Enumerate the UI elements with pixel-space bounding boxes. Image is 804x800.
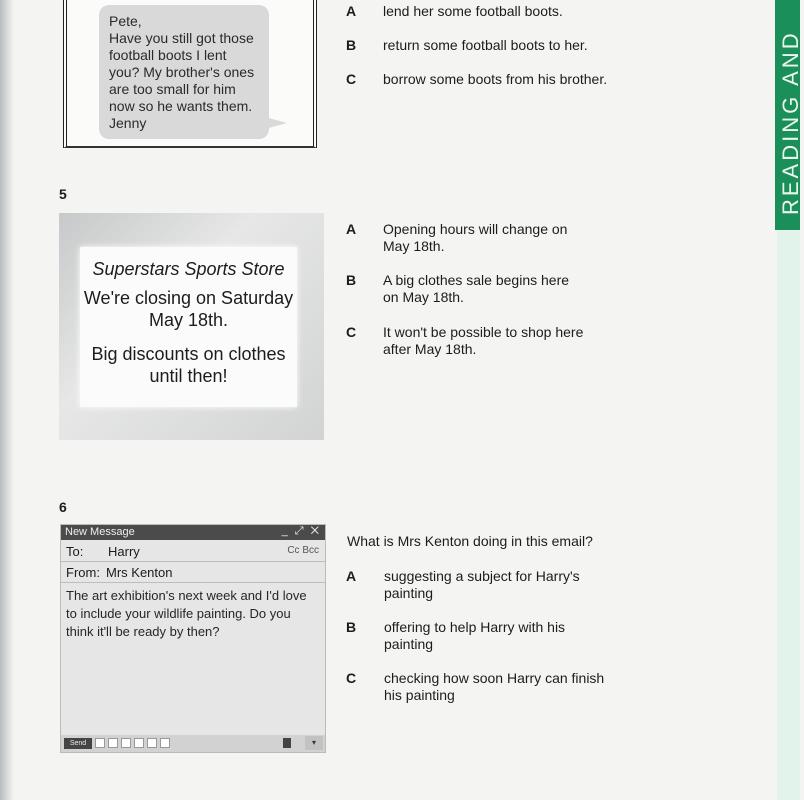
question-number-5: 5 [59,186,67,202]
store-sign-photo [59,213,324,440]
email-to-label: To: [66,544,84,559]
emoji-icon[interactable] [134,738,144,748]
question-number-6: 6 [59,499,67,515]
sign-discount-notice: Big discounts on clothes until then! [91,344,286,386]
message-body: Have you still got those football boots I lent you? My brother's ones are too small for him now so he wants them. [109,30,255,114]
image-icon[interactable] [147,738,157,748]
attach-icon[interactable] [108,738,118,748]
q5-option-c-letter[interactable]: C [346,324,357,340]
q6-option-a-text: suggesting a subject for Harry's painting [384,568,580,601]
section-tab [775,0,803,230]
email-title-bar [61,525,325,540]
q6-option-c-text: checking how soon Harry can finish his painting [384,670,605,703]
sign-store-name: Superstars Sports Store [92,259,285,279]
q5-option-b-text: A big clothes sale begins here on May 18th. [383,272,570,305]
q6-option-c-letter[interactable]: C [346,670,357,686]
email-toolbar [61,735,325,752]
q4-option-b-letter[interactable]: B [346,37,357,53]
q5-option-a-letter[interactable]: A [346,221,357,237]
q6-option-b-text: offering to help Harry with his painting [384,619,566,652]
cc-bcc-link[interactable]: Cc Bcc [287,545,319,556]
q4-option-c-letter[interactable]: C [346,71,357,87]
store-sign [80,247,297,407]
drive-icon[interactable] [160,738,170,748]
trash-icon[interactable] [283,738,291,748]
q4-option-b-text: return some football boots to her. [383,37,588,53]
q5-option-c-text: It won't be possible to shop here after May 18th. [383,324,584,357]
email-window [60,524,326,753]
phone-message-frame [63,0,317,148]
link-icon[interactable] [121,738,131,748]
format-icon[interactable] [95,738,105,748]
page-edge-shadow [0,0,14,800]
q4-option-a-letter[interactable]: A [346,3,357,19]
send-button[interactable]: Send [64,738,92,749]
section-tab-label: READING AND [778,30,803,215]
more-options-icon[interactable]: ▾ [305,736,323,750]
window-controls-icon[interactable]: _ ⤢ ✕ [281,525,321,537]
q6-option-b-letter[interactable]: B [346,619,357,635]
message-signature: Jenny [109,115,147,131]
email-body[interactable]: The art exhibition's next week and I'd love to include your wildlife painting. Do you think it'll be ready by then? [66,588,307,639]
email-to-row [61,541,325,562]
email-from-field[interactable]: Mrs Kenton [106,565,173,580]
q6-question-text: What is Mrs Kenton doing in this email? [347,533,593,549]
email-to-field[interactable]: Harry [108,544,140,559]
sign-closing-notice: We're closing on Saturday May 18th. [83,288,294,330]
q6-option-a-letter[interactable]: A [346,568,357,584]
q4-option-c-text: borrow some boots from his brother. [383,71,608,87]
message-greeting: Pete, [109,13,142,29]
email-from-row [61,562,325,583]
email-from-label: From: [66,565,100,580]
q5-option-b-letter[interactable]: B [346,272,357,288]
email-window-title: New Message [65,526,135,538]
q5-option-a-text: Opening hours will change on May 18th. [383,221,568,254]
q4-option-a-text: lend her some football boots. [383,3,563,19]
text-message-bubble [99,5,269,139]
